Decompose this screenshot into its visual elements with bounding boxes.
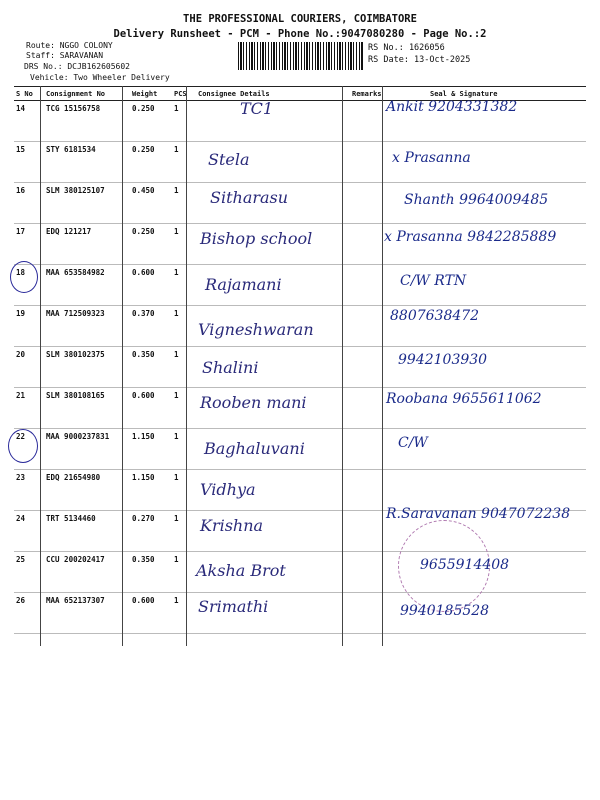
col-header-pcs: PCS	[172, 87, 196, 101]
table-row	[14, 347, 586, 388]
row-sno: 24	[14, 511, 44, 552]
row-weight: 0.370	[130, 306, 172, 347]
row-sno: 15	[14, 142, 44, 183]
handwritten-consignee-name: Krishna	[200, 516, 264, 535]
row-pcs: 1	[172, 429, 196, 470]
row-sno: 22	[14, 429, 44, 470]
table-row	[14, 265, 586, 306]
row-consignment-no: SLM 380102375	[44, 347, 130, 388]
col-header-sno: S No	[14, 87, 44, 101]
row-remarks-cell	[350, 183, 410, 224]
rs-date: RS Date: 13-Oct-2025	[368, 55, 471, 65]
row-weight: 0.600	[130, 593, 172, 634]
row-weight: 0.270	[130, 511, 172, 552]
row-consignment-no: EDQ 21654980	[44, 470, 130, 511]
row-pcs: 1	[172, 101, 196, 142]
handwritten-consignee-name: TC1	[240, 99, 274, 118]
row-pcs: 1	[172, 593, 196, 634]
row-sno: 16	[14, 183, 44, 224]
handwritten-signature: 9940185528	[400, 603, 490, 619]
handwritten-consignee-name: Rooben mani	[200, 392, 307, 412]
row-consignment-no: EDQ 121217	[44, 224, 130, 265]
runsheet-subtitle: Delivery Runsheet - PCM - Phone No.:9047080280 - Page No.:2	[113, 28, 487, 40]
table-row	[14, 593, 586, 634]
row-sno: 23	[14, 470, 44, 511]
row-weight: 0.350	[130, 347, 172, 388]
row-pcs: 1	[172, 470, 196, 511]
handwritten-consignee-name: Vidhya	[200, 479, 256, 499]
handwritten-signature: Roobana 9655611062	[386, 390, 542, 407]
handwritten-signature: C/W	[398, 435, 428, 451]
drs-label: DRS No.: DCJB162605602	[24, 62, 130, 71]
handwritten-consignee-name: Srimathi	[198, 597, 269, 616]
row-18-circle-mark	[10, 261, 38, 293]
row-weight: 1.150	[130, 470, 172, 511]
row-consignment-no: TCG 15156758	[44, 101, 130, 142]
column-divider	[382, 86, 383, 646]
row-consignment-no: SLM 380125107	[44, 183, 130, 224]
handwritten-signature: x Prasanna	[392, 149, 471, 166]
row-pcs: 1	[172, 347, 196, 388]
row-weight: 0.250	[130, 101, 172, 142]
row-remarks-cell	[350, 470, 410, 511]
row-weight: 0.450	[130, 183, 172, 224]
column-divider	[40, 86, 41, 646]
staff-label: Staff: SARAVANAN	[26, 51, 104, 60]
row-sno: 26	[14, 593, 44, 634]
row-sno: 20	[14, 347, 44, 388]
row-sno: 18	[14, 265, 44, 306]
row-sno: 25	[14, 552, 44, 593]
vehicle-label: Vehicle: Two Wheeler Delivery	[30, 73, 170, 82]
handwritten-consignee-name: Shalini	[202, 358, 259, 377]
row-sno: 19	[14, 306, 44, 347]
row-weight: 0.600	[130, 388, 172, 429]
runsheet-table	[14, 86, 586, 634]
row-consignment-no: TRT 5134460	[44, 511, 130, 552]
row-weight: 0.250	[130, 224, 172, 265]
row-pcs: 1	[172, 265, 196, 306]
row-consignment-no: STY 6181534	[44, 142, 130, 183]
handwritten-consignee-name: Rajamani	[205, 275, 282, 294]
row-sno: 14	[14, 101, 44, 142]
row-pcs: 1	[172, 306, 196, 347]
row-pcs: 1	[172, 142, 196, 183]
row-weight: 1.150	[130, 429, 172, 470]
handwritten-signature: C/W RTN	[400, 273, 467, 289]
row-sno: 21	[14, 388, 44, 429]
handwritten-consignee-name: Baghaluvani	[204, 439, 305, 458]
handwritten-signature: 9655914408	[420, 556, 510, 573]
column-divider	[122, 86, 123, 646]
row-consignment-no: SLM 380108165	[44, 388, 130, 429]
col-header-signature: Seal & Signature	[410, 87, 586, 101]
route-label: Route: NGGO COLONY	[26, 41, 113, 50]
handwritten-consignee-name: Bishop school	[200, 228, 313, 248]
column-divider	[342, 86, 343, 646]
row-weight: 0.250	[130, 142, 172, 183]
row-consignment-no: MAA 9000237831	[44, 429, 130, 470]
row-pcs: 1	[172, 552, 196, 593]
row-consignment-no: MAA 652137307	[44, 593, 130, 634]
handwritten-signature: Shanth 9964009485	[404, 192, 549, 208]
row-pcs: 1	[172, 388, 196, 429]
col-header-weight: Weight	[130, 87, 172, 101]
row-consignment-no: MAA 653584982	[44, 265, 130, 306]
handwritten-consignee-name: Sitharasu	[210, 188, 289, 207]
row-consignment-no: CCU 200202417	[44, 552, 130, 593]
handwritten-consignee-name: Vigneshwaran	[198, 319, 314, 339]
row-consignment-no: MAA 712509323	[44, 306, 130, 347]
handwritten-signature: Ankit 9204331382	[386, 99, 518, 115]
row-weight: 0.350	[130, 552, 172, 593]
handwritten-signature: 9942103930	[398, 352, 488, 368]
table-row	[14, 470, 586, 511]
barcode	[238, 42, 363, 70]
handwritten-signature: R.Saravanan 9047072238	[386, 506, 571, 522]
company-title: THE PROFESSIONAL COURIERS, COIMBATORE	[183, 13, 417, 25]
row-pcs: 1	[172, 511, 196, 552]
handwritten-consignee-name: Aksha Brot	[196, 560, 286, 580]
row-signature-cell	[410, 470, 586, 511]
row-pcs: 1	[172, 224, 196, 265]
row-22-circle-mark	[8, 429, 38, 463]
col-header-remarks: Remarks	[350, 87, 410, 101]
handwritten-signature: x Prasanna 9842285889	[384, 228, 557, 245]
table-row	[14, 142, 586, 183]
rs-number: RS No.: 1626056	[368, 43, 445, 53]
row-weight: 0.600	[130, 265, 172, 306]
row-signature-cell	[410, 429, 586, 470]
row-pcs: 1	[172, 183, 196, 224]
handwritten-signature: 8807638472	[390, 307, 480, 324]
handwritten-consignee-name: Stela	[208, 149, 250, 169]
column-divider	[186, 86, 187, 646]
col-header-consignment: Consignment No	[44, 87, 130, 101]
row-sno: 17	[14, 224, 44, 265]
col-header-consignee: Consignee Details	[196, 87, 350, 101]
